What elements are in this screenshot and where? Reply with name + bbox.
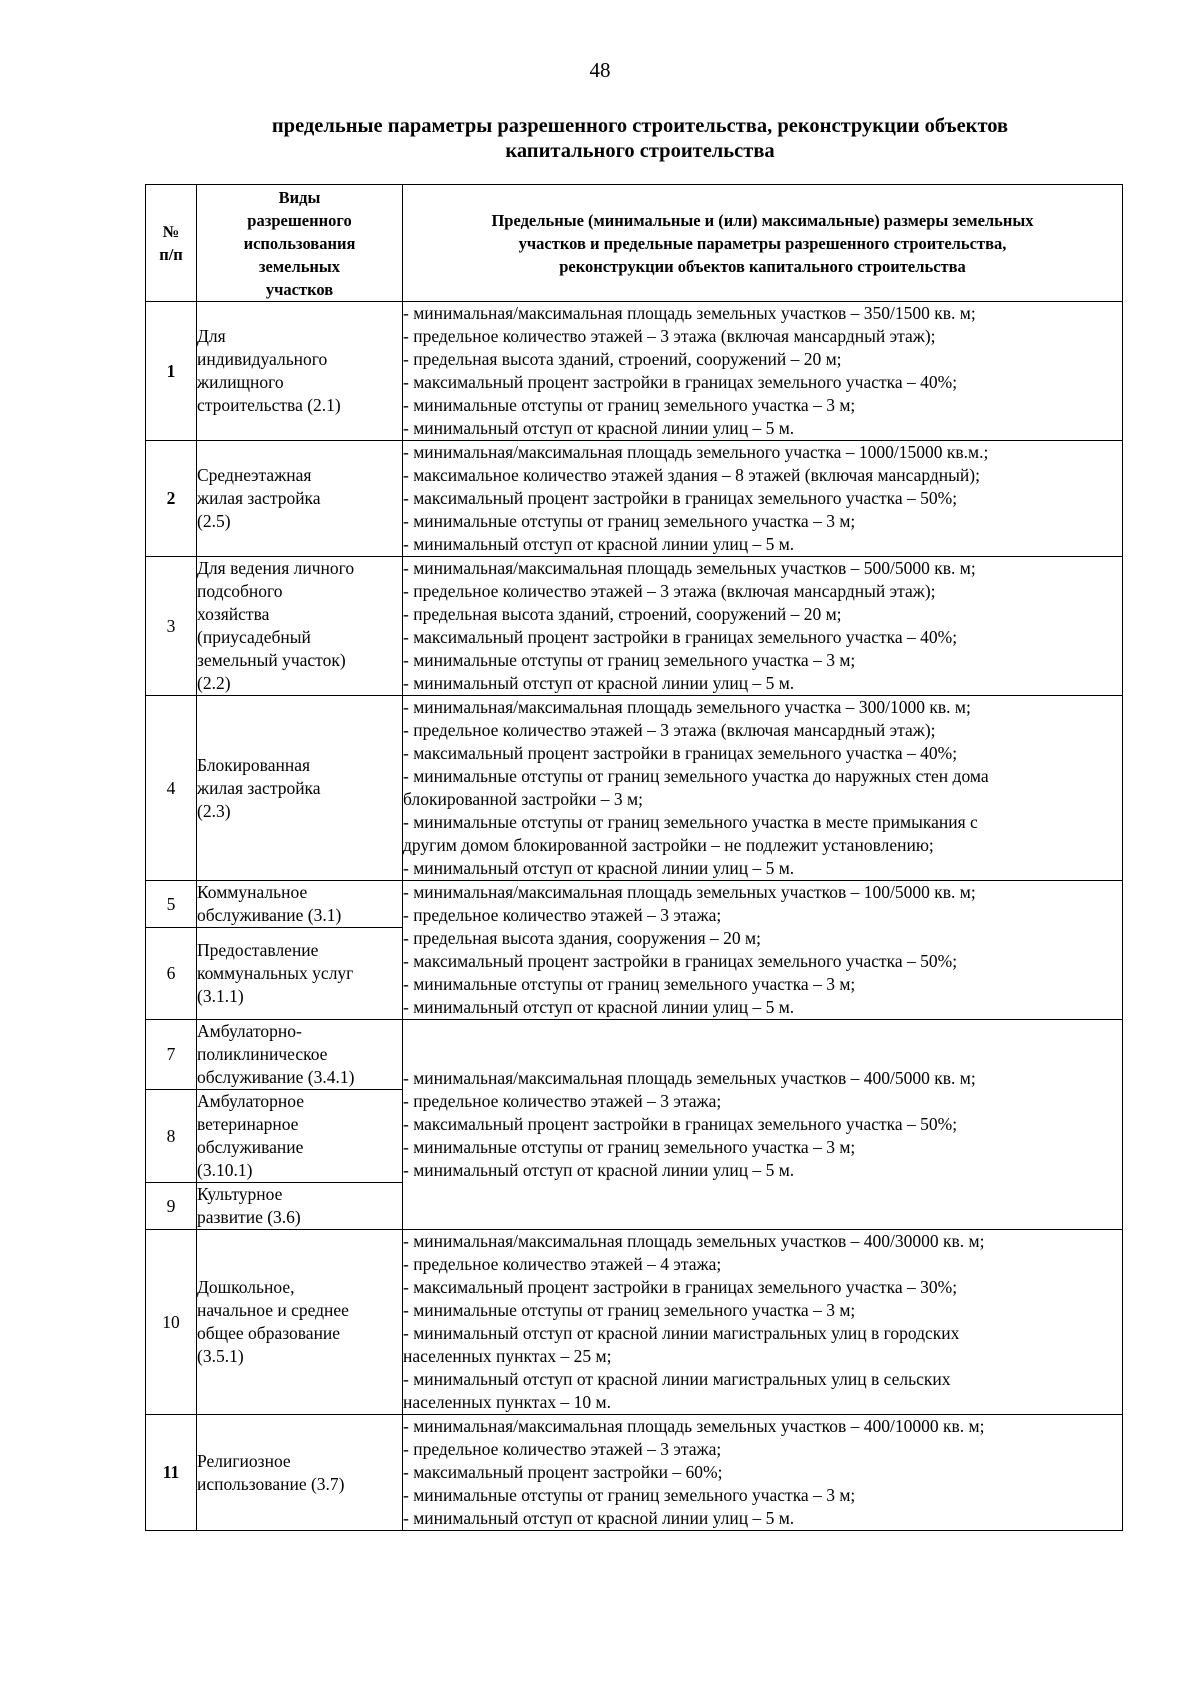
row-number: 6 <box>146 928 197 1020</box>
type-line: обслуживание (3.4.1) <box>197 1067 355 1087</box>
param-line: - минимальный отступ от красной линии улиц – 5 м. <box>403 418 795 438</box>
type-line: (3.10.1) <box>197 1160 253 1180</box>
row-number: 4 <box>146 696 197 881</box>
header-num <box>146 185 197 302</box>
row-number: 7 <box>146 1020 197 1090</box>
param-line: - предельная высота зданий, строений, сооружений – 20 м; <box>403 604 842 624</box>
param-line: - предельное количество этажей – 3 этажа; <box>403 1091 722 1111</box>
param-line: - минимальная/максимальная площадь земельных участков – 350/1500 кв. м; <box>403 303 976 323</box>
type-line: (2.5) <box>197 511 231 531</box>
type-line: (2.3) <box>197 800 231 821</box>
header-line: № <box>162 222 180 241</box>
param-line: - предельная высота здания, сооружения – 20 м; <box>403 928 761 948</box>
params-cell <box>403 881 1123 1020</box>
param-line: - максимальное количество этажей здания – 8 этажей (включая мансардный); <box>403 465 980 485</box>
type-line: Амбулаторное <box>197 1091 304 1111</box>
row-number: 5 <box>146 881 197 928</box>
type-line: жилая застройка <box>197 488 321 508</box>
type-line: поликлиническое <box>197 1044 328 1064</box>
type-line: общее образование <box>197 1323 341 1343</box>
param-line: - минимальный отступ от красной линии улиц – 5 м. <box>403 1508 795 1528</box>
params-cell <box>403 696 1123 881</box>
parameters-table <box>145 184 1123 1531</box>
document-title <box>190 114 1090 164</box>
type-line: Дошкольное, <box>197 1277 295 1297</box>
page-number: 48 <box>589 58 611 82</box>
table-row <box>146 881 1123 928</box>
use-type <box>197 441 403 557</box>
row-number: 8 <box>146 1090 197 1183</box>
header-line: п/п <box>159 245 183 264</box>
type-line: жилищного <box>197 372 284 392</box>
param-line: - максимальный процент застройки в границах земельного участка – 40%; <box>403 627 958 647</box>
param-line: - минимальный отступ от красной линии магистральных улиц в сельских <box>403 1369 951 1389</box>
row-number: 2 <box>146 441 197 557</box>
type-line: Для ведения личного <box>197 558 355 578</box>
type-line: (3.5.1) <box>197 1346 244 1366</box>
param-line: - минимальные отступы от границ земельного участка – 3 м; <box>403 395 856 415</box>
param-line: - минимальные отступы от границ земельного участка до наружных стен дома <box>403 766 989 786</box>
header-line: использования <box>243 233 356 253</box>
param-line: - максимальный процент застройки в границах земельного участка – 50%; <box>403 488 958 508</box>
table-row <box>146 1020 1123 1090</box>
header-line: Предельные (минимальные и (или) максимальные) размеры земельных <box>491 210 1034 230</box>
use-type <box>197 928 403 1020</box>
table-row <box>146 441 1123 557</box>
table-header-row <box>146 185 1123 302</box>
type-line: начальное и среднее <box>197 1300 349 1320</box>
param-line: - максимальный процент застройки в границах земельного участка – 50%; <box>403 1114 958 1134</box>
type-line: строительства (2.1) <box>197 395 341 415</box>
param-line: - минимальные отступы от границ земельного участка – 3 м; <box>403 650 856 670</box>
param-line: - минимальная/максимальная площадь земельного участка – 1000/15000 кв.м.; <box>403 442 989 462</box>
params-cell <box>403 1415 1123 1531</box>
param-line: - минимальный отступ от красной линии улиц – 5 м. <box>403 858 795 878</box>
param-line: - минимальная/максимальная площадь земельных участков – 400/10000 кв. м; <box>403 1416 985 1436</box>
title-line: предельные параметры разрешенного строительства, реконструкции объектов <box>271 115 1009 137</box>
param-line: - предельное количество этажей – 3 этажа; <box>403 905 722 925</box>
type-line: Культурное <box>197 1184 283 1204</box>
param-line: - минимальный отступ от красной линии улиц – 5 м. <box>403 1160 795 1180</box>
row-number: 10 <box>146 1230 197 1415</box>
header-line: разрешенного <box>247 210 352 230</box>
header-line: реконструкции объектов капитального строительства <box>559 256 966 276</box>
type-line: жилая застройка <box>197 777 321 798</box>
params-cell <box>403 1020 1123 1230</box>
type-line: Коммунальное <box>197 882 308 902</box>
type-line: обслуживание <box>197 1137 304 1157</box>
param-line: - минимальный отступ от красной линии улиц – 5 м. <box>403 534 795 554</box>
param-line: - минимальная/максимальная площадь земельных участков – 100/5000 кв. м; <box>403 882 976 902</box>
param-line: блокированной застройки – 3 м; <box>403 789 643 809</box>
type-line: Предоставление <box>197 940 319 960</box>
header-type <box>197 185 403 302</box>
use-type <box>197 1183 403 1230</box>
param-line: - максимальный процент застройки в границах земельного участка – 40%; <box>403 372 958 392</box>
param-line: - максимальный процент застройки в границах земельного участка – 50%; <box>403 951 958 971</box>
table-row <box>146 302 1123 441</box>
type-line: (2.2) <box>197 673 231 693</box>
type-line: Амбулаторно- <box>197 1021 302 1041</box>
param-line: - предельное количество этажей – 3 этажа (включая мансардный этаж); <box>403 581 936 601</box>
params-cell <box>403 302 1123 441</box>
param-line: - минимальная/максимальная площадь земельного участка – 300/1000 кв. м; <box>403 697 971 717</box>
type-line: Для <box>197 326 226 346</box>
use-type <box>197 1090 403 1183</box>
param-line: - минимальные отступы от границ земельного участка в месте примыкания с <box>403 812 978 832</box>
row-number: 1 <box>146 302 197 441</box>
type-line: Религиозное <box>197 1450 291 1471</box>
header-params <box>403 185 1123 302</box>
type-line: хозяйства <box>197 604 270 624</box>
param-line: - минимальная/максимальная площадь земельных участков – 500/5000 кв. м; <box>403 558 976 578</box>
param-line: - предельное количество этажей – 3 этажа (включая мансардный этаж); <box>403 326 936 346</box>
param-line: - предельная высота зданий, строений, сооружений – 20 м; <box>403 349 842 369</box>
type-line: ветеринарное <box>197 1114 299 1134</box>
param-line: - максимальный процент застройки в границах земельного участка – 40%; <box>403 743 958 763</box>
table-row <box>146 1415 1123 1531</box>
type-line: индивидуального <box>197 349 328 369</box>
param-line: - минимальный отступ от красной линии улиц – 5 м. <box>403 673 795 693</box>
param-line: - минимальные отступы от границ земельного участка – 3 м; <box>403 1300 856 1320</box>
param-line: населенных пунктах – 10 м. <box>403 1392 611 1412</box>
param-line: другим домом блокированной застройки – не подлежит установлению; <box>403 835 934 855</box>
type-line: коммунальных услуг <box>197 963 354 983</box>
row-number: 3 <box>146 557 197 696</box>
use-type <box>197 1415 403 1531</box>
param-line: - максимальный процент застройки в границах земельного участка – 30%; <box>403 1277 958 1297</box>
type-line: (приусадебный <box>197 627 311 647</box>
params-cell <box>403 1230 1123 1415</box>
param-line: - минимальные отступы от границ земельного участка – 3 м; <box>403 1137 856 1157</box>
table-row <box>146 1230 1123 1415</box>
row-number: 9 <box>146 1183 197 1230</box>
param-line: - минимальные отступы от границ земельного участка – 3 м; <box>403 511 856 531</box>
param-line: - минимальные отступы от границ земельного участка – 3 м; <box>403 1485 856 1505</box>
use-type <box>197 1230 403 1415</box>
param-line: - минимальная/максимальная площадь земельных участков – 400/30000 кв. м; <box>403 1231 985 1251</box>
param-line: - максимальный процент застройки – 60%; <box>403 1462 723 1482</box>
type-line: подсобного <box>197 581 283 601</box>
param-line: - минимальные отступы от границ земельного участка – 3 м; <box>403 974 856 994</box>
param-line: - предельное количество этажей – 4 этажа; <box>403 1254 722 1274</box>
param-line: - минимальный отступ от красной линии магистральных улиц в городских <box>403 1323 960 1343</box>
type-line: обслуживание (3.1) <box>197 905 342 925</box>
row-number: 11 <box>146 1415 197 1531</box>
use-type <box>197 696 403 881</box>
table-row <box>146 557 1123 696</box>
header-line: Виды <box>278 187 321 207</box>
type-line: земельный участок) <box>197 650 346 670</box>
title-line: капитального строительства <box>505 140 775 162</box>
use-type <box>197 557 403 696</box>
type-line: (3.1.1) <box>197 986 244 1006</box>
type-line: развитие (3.6) <box>197 1207 301 1227</box>
use-type <box>197 881 403 928</box>
param-line: - предельное количество этажей – 3 этажа; <box>403 1439 722 1459</box>
param-line: - минимальный отступ от красной линии улиц – 5 м. <box>403 997 795 1017</box>
type-line: Блокированная <box>197 754 311 775</box>
table-row <box>146 696 1123 881</box>
param-line: населенных пунктах – 25 м; <box>403 1346 612 1366</box>
param-line: - предельное количество этажей – 3 этажа (включая мансардный этаж); <box>403 720 936 740</box>
header-line: участков <box>265 279 334 299</box>
header-line: земельных <box>258 256 341 276</box>
type-line: Среднеэтажная <box>197 465 312 485</box>
params-cell <box>403 441 1123 557</box>
param-line: - минимальная/максимальная площадь земельных участков – 400/5000 кв. м; <box>403 1068 976 1088</box>
params-cell <box>403 557 1123 696</box>
use-type <box>197 1020 403 1090</box>
header-line: участков и предельные параметры разрешенного строительства, <box>518 233 1007 253</box>
use-type <box>197 302 403 441</box>
type-line: использование (3.7) <box>197 1473 345 1494</box>
